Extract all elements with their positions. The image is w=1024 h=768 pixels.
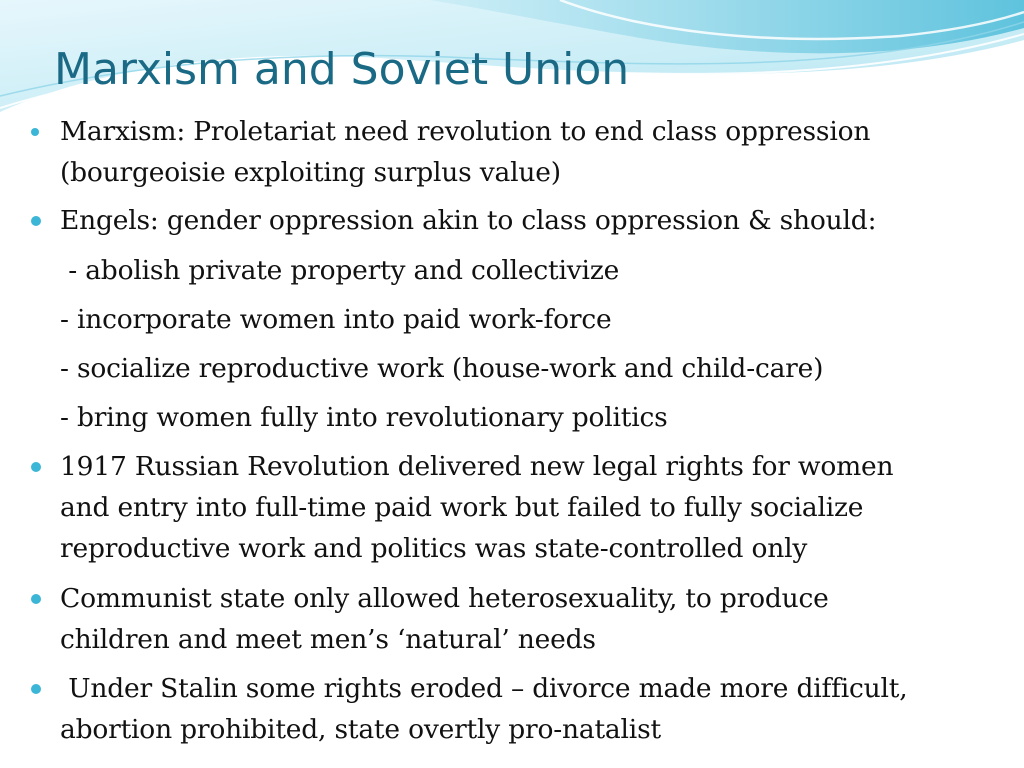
bullet-line: Under Stalin some rights eroded – divorce made more difficult, bbox=[60, 673, 908, 704]
circle-bullet-icon bbox=[31, 684, 41, 694]
bullet-item bbox=[60, 578, 1010, 660]
bullet-item bbox=[60, 200, 1010, 241]
slide-title: Marxism and Soviet Union bbox=[54, 44, 630, 95]
sub-item-line: - incorporate women into paid work-force bbox=[60, 304, 612, 335]
bullet-line: (bourgeoisie exploiting surplus value) bbox=[60, 157, 561, 188]
circle-bullet-icon bbox=[31, 128, 39, 136]
sub-item-line: - socialize reproductive work (house-work and child-care) bbox=[60, 353, 824, 384]
circle-bullet-icon bbox=[31, 462, 41, 472]
bullet-item bbox=[60, 668, 1010, 750]
bullet-item bbox=[60, 111, 1010, 193]
sub-item bbox=[60, 397, 1010, 438]
bullet-line: and entry into full-time paid work but failed to fully socialize bbox=[60, 492, 864, 523]
sub-item bbox=[60, 250, 1010, 291]
bullet-line: Marxism: Proletariat need revolution to end class oppression bbox=[60, 116, 871, 147]
circle-bullet-icon bbox=[31, 594, 41, 604]
sub-item-line: - bring women fully into revolutionary politics bbox=[60, 402, 668, 433]
sub-item-line: - abolish private property and collectivize bbox=[60, 255, 620, 286]
sub-item bbox=[60, 299, 1010, 340]
sub-item bbox=[60, 348, 1010, 389]
bullet-line: 1917 Russian Revolution delivered new legal rights for women bbox=[60, 451, 894, 482]
bullet-line: Communist state only allowed heterosexuality, to produce bbox=[60, 583, 829, 614]
bullet-line: children and meet men’s ‘natural’ needs bbox=[60, 624, 596, 655]
bullet-line: reproductive work and politics was state-controlled only bbox=[60, 533, 808, 564]
circle-bullet-icon bbox=[31, 216, 41, 226]
bullet-line: Engels: gender oppression akin to class oppression & should: bbox=[60, 205, 877, 236]
bullet-line: abortion prohibited, state overtly pro-natalist bbox=[60, 714, 661, 745]
bullet-item bbox=[60, 446, 1010, 569]
